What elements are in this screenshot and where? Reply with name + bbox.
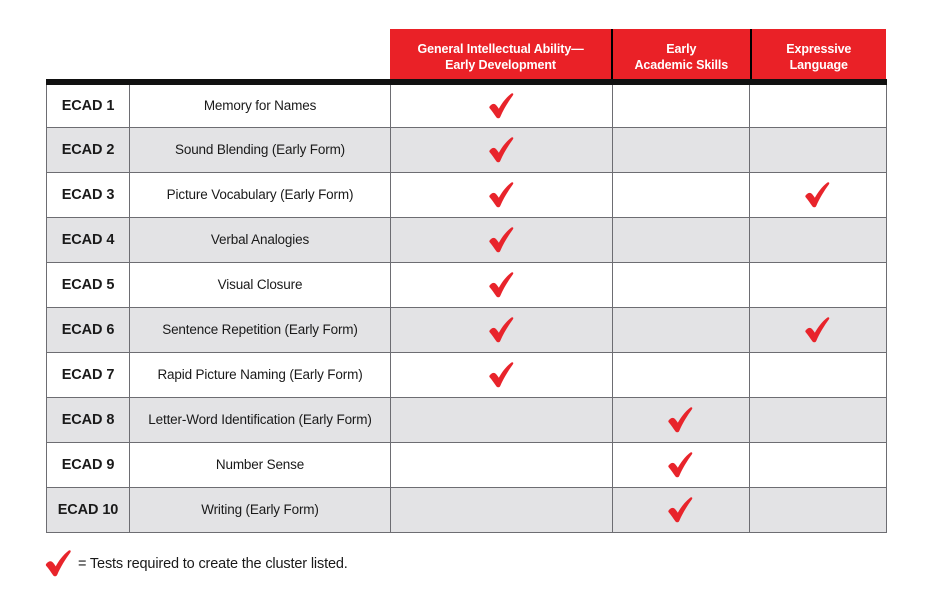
- cluster-cell-gia: [391, 442, 613, 487]
- test-name-cell: Number Sense: [130, 442, 391, 487]
- test-name-cell: Writing (Early Form): [130, 487, 391, 532]
- cluster-cell-expressive-language: [750, 307, 887, 352]
- cluster-cell-early-academic-skills: [613, 127, 750, 172]
- table-row: [47, 352, 887, 397]
- test-code-cell: ECAD 9: [47, 442, 130, 487]
- cluster-header-eas-line2: Academic Skills: [634, 58, 729, 72]
- test-name-cell: Picture Vocabulary (Early Form): [130, 172, 391, 217]
- test-name-cell: Visual Closure: [130, 262, 391, 307]
- table-row: [47, 127, 887, 172]
- cluster-cell-early-academic-skills: [613, 487, 750, 532]
- cluster-cell-expressive-language: [750, 487, 887, 532]
- cluster-cell-early-academic-skills: [613, 82, 750, 127]
- cluster-matrix-table-wrap: [46, 79, 886, 533]
- cluster-matrix-table: [46, 79, 887, 533]
- check-icon: [666, 497, 696, 523]
- check-icon: [487, 317, 517, 343]
- check-icon: [487, 93, 517, 119]
- test-code-cell: ECAD 6: [47, 307, 130, 352]
- table-row: [47, 82, 887, 127]
- test-name-cell: Sentence Repetition (Early Form): [130, 307, 391, 352]
- cluster-cell-expressive-language: [750, 172, 887, 217]
- test-name-cell: Sound Blending (Early Form): [130, 127, 391, 172]
- test-code-cell: ECAD 5: [47, 262, 130, 307]
- cluster-header-band: [390, 29, 886, 85]
- cluster-cell-gia: [391, 127, 613, 172]
- cluster-cell-expressive-language: [750, 127, 887, 172]
- cluster-cell-expressive-language: [750, 262, 887, 307]
- check-icon: [487, 272, 517, 298]
- cluster-cell-gia: [391, 217, 613, 262]
- cluster-header-gia-line1: General Intellectual Ability—: [417, 42, 584, 56]
- check-icon: [487, 137, 517, 163]
- cluster-cell-expressive-language: [750, 352, 887, 397]
- cluster-cell-early-academic-skills: [613, 352, 750, 397]
- cluster-cell-early-academic-skills: [613, 172, 750, 217]
- test-code-cell: ECAD 3: [47, 172, 130, 217]
- cluster-cell-early-academic-skills: [613, 262, 750, 307]
- check-icon: [487, 362, 517, 388]
- table-row: [47, 262, 887, 307]
- check-icon: [803, 317, 833, 343]
- test-code-cell: ECAD 8: [47, 397, 130, 442]
- test-name-cell: Letter-Word Identification (Early Form): [130, 397, 391, 442]
- cluster-cell-gia: [391, 262, 613, 307]
- cluster-cell-expressive-language: [750, 217, 887, 262]
- cluster-cell-early-academic-skills: [613, 442, 750, 487]
- cluster-header-el-line1: Expressive: [786, 42, 852, 56]
- table-row: [47, 172, 887, 217]
- cluster-header-el-line2: Language: [789, 58, 848, 72]
- check-icon: [803, 182, 833, 208]
- test-code-cell: ECAD 2: [47, 127, 130, 172]
- table-row: [47, 217, 887, 262]
- test-code-cell: ECAD 1: [47, 82, 130, 127]
- test-name-cell: Rapid Picture Naming (Early Form): [130, 352, 391, 397]
- check-icon: [44, 550, 74, 577]
- legend: [44, 550, 348, 577]
- cluster-header-gia-line2: Early Development: [445, 58, 556, 72]
- table-row: [47, 307, 887, 352]
- check-icon: [666, 407, 696, 433]
- table-row: [47, 487, 887, 532]
- cluster-cell-gia: [391, 397, 613, 442]
- check-icon: [487, 227, 517, 253]
- cluster-header-early-academic-skills: [613, 29, 749, 85]
- cluster-header-expressive-language: [752, 29, 886, 85]
- cluster-cell-gia: [391, 487, 613, 532]
- cluster-cell-expressive-language: [750, 397, 887, 442]
- legend-text: = Tests required to create the cluster listed.: [78, 555, 348, 572]
- test-name-cell: Memory for Names: [130, 82, 391, 127]
- cluster-cell-early-academic-skills: [613, 397, 750, 442]
- test-code-cell: ECAD 4: [47, 217, 130, 262]
- cluster-cell-gia: [391, 172, 613, 217]
- cluster-header-eas-line1: Early: [666, 42, 697, 56]
- cluster-matrix-body: [47, 82, 887, 532]
- test-code-cell: ECAD 10: [47, 487, 130, 532]
- check-icon: [666, 452, 696, 478]
- cluster-cell-gia: [391, 82, 613, 127]
- cluster-header-gia: [390, 29, 611, 85]
- cluster-cell-early-academic-skills: [613, 217, 750, 262]
- cluster-cell-expressive-language: [750, 82, 887, 127]
- cluster-cell-gia: [391, 307, 613, 352]
- cluster-cell-expressive-language: [750, 442, 887, 487]
- table-row: [47, 442, 887, 487]
- cluster-cell-early-academic-skills: [613, 307, 750, 352]
- test-name-cell: Verbal Analogies: [130, 217, 391, 262]
- table-row: [47, 397, 887, 442]
- check-icon: [487, 182, 517, 208]
- cluster-cell-gia: [391, 352, 613, 397]
- test-code-cell: ECAD 7: [47, 352, 130, 397]
